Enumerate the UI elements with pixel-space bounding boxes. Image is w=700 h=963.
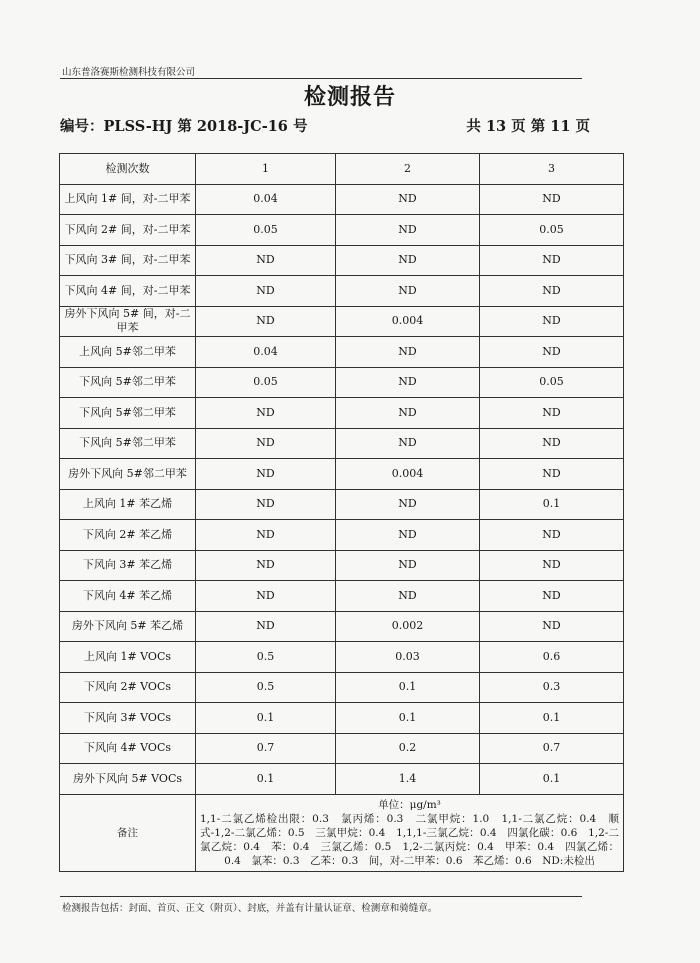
company-name: 山东普洛赛斯检测科技有限公司 <box>62 67 196 78</box>
table-row <box>60 306 624 337</box>
header-cell-2: 2 <box>336 154 480 185</box>
value-cell-1: 0.5 <box>196 642 336 673</box>
value-cell-3: 0.1 <box>480 489 624 520</box>
table-row <box>60 703 624 734</box>
value-cell-3: ND <box>480 306 624 337</box>
value-cell-3: ND <box>480 184 624 215</box>
row-label: 下风向 3# 间，对-二甲苯 <box>60 245 196 276</box>
value-cell-1: ND <box>196 245 336 276</box>
table-row <box>60 398 624 429</box>
value-cell-3: 0.05 <box>480 367 624 398</box>
table-row <box>60 733 624 764</box>
row-label: 房外下风向 5#邻二甲苯 <box>60 459 196 490</box>
results-table-body <box>60 154 624 795</box>
value-cell-3: ND <box>480 337 624 368</box>
notes-section <box>60 794 624 871</box>
row-label: 房外下风向 5# VOCs <box>60 764 196 795</box>
results-table <box>59 153 624 872</box>
table-header-row <box>60 154 624 185</box>
header-cell-1: 1 <box>196 154 336 185</box>
value-cell-2: 0.004 <box>336 459 480 490</box>
value-cell-1: 0.04 <box>196 337 336 368</box>
value-cell-2: 0.1 <box>336 703 480 734</box>
value-cell-2: ND <box>336 276 480 307</box>
value-cell-1: ND <box>196 459 336 490</box>
table-row <box>60 337 624 368</box>
table-row <box>60 672 624 703</box>
value-cell-3: ND <box>480 245 624 276</box>
table-row <box>60 459 624 490</box>
value-cell-2: ND <box>336 245 480 276</box>
value-cell-2: 0.004 <box>336 306 480 337</box>
value-cell-3: ND <box>480 398 624 429</box>
row-label: 上风向 1# VOCs <box>60 642 196 673</box>
value-cell-2: 0.2 <box>336 733 480 764</box>
value-cell-1: ND <box>196 398 336 429</box>
row-label: 下风向 4# VOCs <box>60 733 196 764</box>
value-cell-3: 0.05 <box>480 215 624 246</box>
value-cell-3: ND <box>480 459 624 490</box>
notes-content <box>196 794 624 871</box>
table-row <box>60 184 624 215</box>
report-number: 编号：PLSS-HJ 第 2018-JC-16 号 <box>60 118 308 135</box>
value-cell-1: ND <box>196 611 336 642</box>
value-cell-2: 0.002 <box>336 611 480 642</box>
value-cell-1: ND <box>196 306 336 337</box>
value-cell-1: ND <box>196 428 336 459</box>
value-cell-2: ND <box>336 184 480 215</box>
value-cell-2: ND <box>336 489 480 520</box>
row-label: 下风向 2# 苯乙烯 <box>60 520 196 551</box>
value-cell-2: ND <box>336 215 480 246</box>
table-row <box>60 489 624 520</box>
table-row <box>60 550 624 581</box>
page-count: 共 13 页 第 11 页 <box>466 118 590 135</box>
value-cell-1: ND <box>196 550 336 581</box>
table-row <box>60 581 624 612</box>
row-label: 下风向 5#邻二甲苯 <box>60 398 196 429</box>
row-label: 上风向 1# 苯乙烯 <box>60 489 196 520</box>
value-cell-3: ND <box>480 520 624 551</box>
table-row <box>60 764 624 795</box>
row-label: 房外下风向 5# 间，对-二甲苯 <box>60 306 196 337</box>
row-label: 上风向 1# 间，对-二甲苯 <box>60 184 196 215</box>
row-label: 下风向 3# 苯乙烯 <box>60 550 196 581</box>
table-row <box>60 642 624 673</box>
value-cell-3: ND <box>480 276 624 307</box>
value-cell-1: ND <box>196 520 336 551</box>
value-cell-3: 0.1 <box>480 764 624 795</box>
table-row <box>60 611 624 642</box>
value-cell-1: 0.05 <box>196 367 336 398</box>
value-cell-2: ND <box>336 428 480 459</box>
value-cell-2: ND <box>336 550 480 581</box>
row-label: 下风向 2# VOCs <box>60 672 196 703</box>
value-cell-1: ND <box>196 276 336 307</box>
value-cell-3: ND <box>480 550 624 581</box>
notes-row <box>60 794 624 871</box>
value-cell-3: 0.6 <box>480 642 624 673</box>
value-cell-3: ND <box>480 581 624 612</box>
value-cell-3: 0.7 <box>480 733 624 764</box>
header-rule <box>60 78 582 79</box>
row-label: 下风向 5#邻二甲苯 <box>60 428 196 459</box>
value-cell-2: 0.03 <box>336 642 480 673</box>
notes-body: 1,1-二氯乙烯检出限：0.3 氯丙烯：0.3 二氯甲烷：1.0 1,1-二氯乙烷：0.4 顺式-1,2-二氯乙烯：0.5 三氯甲烷：0.4 1,1,1-三氯乙烷：0.4 四氯化碳：0.6 1,2-二氯乙烷：0.4 苯：0.4 三氯乙烯：0.5 1,2-二氯丙烷：0.4 甲苯：0.4 四氯乙烯：0.4 氯苯：0.3 乙苯：0.3 间，对-二甲苯：0.6 苯乙烯：0.6 ND:未检出 <box>200 812 619 867</box>
value-cell-1: ND <box>196 489 336 520</box>
value-cell-1: ND <box>196 581 336 612</box>
value-cell-3: ND <box>480 428 624 459</box>
notes-unit: 单位：μg/m³ <box>378 798 441 811</box>
value-cell-2: ND <box>336 581 480 612</box>
value-cell-2: ND <box>336 337 480 368</box>
value-cell-3: 0.3 <box>480 672 624 703</box>
footer-rule <box>60 896 582 897</box>
value-cell-1: 0.05 <box>196 215 336 246</box>
value-cell-1: 0.5 <box>196 672 336 703</box>
table-row <box>60 428 624 459</box>
table-row <box>60 245 624 276</box>
row-label: 下风向 2# 间，对-二甲苯 <box>60 215 196 246</box>
value-cell-1: 0.1 <box>196 764 336 795</box>
value-cell-3: ND <box>480 611 624 642</box>
value-cell-3: 0.1 <box>480 703 624 734</box>
value-cell-1: 0.7 <box>196 733 336 764</box>
row-label: 下风向 3# VOCs <box>60 703 196 734</box>
table-row <box>60 276 624 307</box>
row-label: 下风向 5#邻二甲苯 <box>60 367 196 398</box>
table-row <box>60 520 624 551</box>
header-cell-label: 检测次数 <box>60 154 196 185</box>
value-cell-1: 0.1 <box>196 703 336 734</box>
header-cell-3: 3 <box>480 154 624 185</box>
value-cell-2: ND <box>336 367 480 398</box>
notes-label: 备注 <box>60 794 196 871</box>
value-cell-1: 0.04 <box>196 184 336 215</box>
value-cell-2: 1.4 <box>336 764 480 795</box>
table-row <box>60 215 624 246</box>
value-cell-2: ND <box>336 520 480 551</box>
page-title: 检测报告 <box>303 85 396 110</box>
table-row <box>60 367 624 398</box>
footer-text: 检测报告包括：封面、首页、正文（附页）、封底，并盖有计量认证章、检测章和骑缝章。 <box>62 903 438 914</box>
row-label: 上风向 5#邻二甲苯 <box>60 337 196 368</box>
row-label: 房外下风向 5# 苯乙烯 <box>60 611 196 642</box>
value-cell-2: ND <box>336 398 480 429</box>
row-label: 下风向 4# 苯乙烯 <box>60 581 196 612</box>
row-label: 下风向 4# 间，对-二甲苯 <box>60 276 196 307</box>
value-cell-2: 0.1 <box>336 672 480 703</box>
